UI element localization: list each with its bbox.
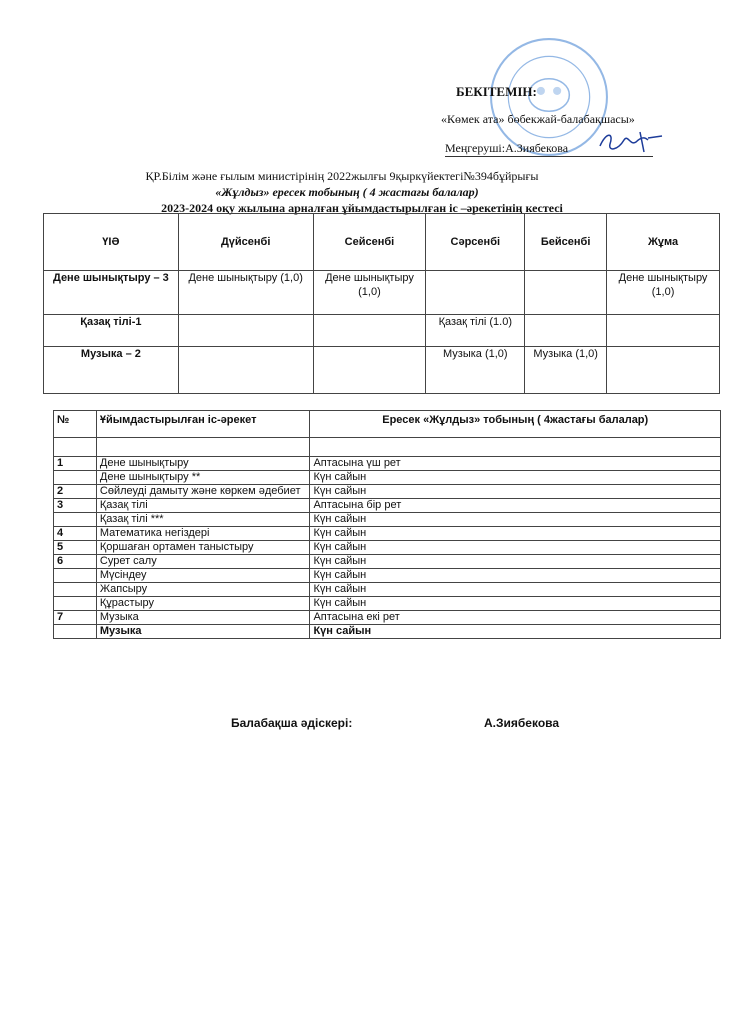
table-cell [54, 583, 97, 597]
table-cell [54, 569, 97, 583]
table-cell: 3 [54, 499, 97, 513]
table-cell: Музыка – 2 [44, 347, 179, 394]
table-row [54, 499, 721, 513]
approval-head: Меңгеруші:А.Зиябекова [445, 141, 653, 157]
table-cell [54, 513, 97, 527]
table-row [54, 625, 721, 639]
column-header: Дүйсенбі [178, 214, 313, 271]
table-cell [607, 347, 720, 394]
table-cell: 6 [54, 555, 97, 569]
table-cell [525, 315, 607, 347]
footer-name: А.Зиябекова [484, 716, 560, 730]
table-row [54, 555, 721, 569]
table-cell: Күн сайын [310, 569, 721, 583]
table-cell [313, 315, 426, 347]
column-header-activity: Ұйымдастырылған іс-әрекет [96, 411, 310, 438]
table-cell: Қазақ тілі [96, 499, 310, 513]
table-cell [310, 438, 721, 457]
blank-row [54, 438, 721, 457]
table-cell: Қазақ тілі (1.0) [426, 315, 525, 347]
table-cell [54, 438, 97, 457]
table-cell: Аптасына үш рет [310, 457, 721, 471]
table-cell: 5 [54, 541, 97, 555]
table-cell [54, 471, 97, 485]
table-cell: 2 [54, 485, 97, 499]
table-row [44, 315, 720, 347]
table-row [54, 583, 721, 597]
table-cell: Музыка [96, 611, 310, 625]
table-row [54, 569, 721, 583]
activities-body [54, 457, 721, 639]
activities-table [53, 410, 721, 639]
table-row [44, 271, 720, 315]
signature [596, 128, 666, 156]
table-cell: Күн сайын [310, 555, 721, 569]
column-header: Жұма [607, 214, 720, 271]
approval-organization: «Көмек ата» бөбекжай-балабақшасы» [441, 112, 635, 126]
column-header: Сейсенбі [313, 214, 426, 271]
table-cell [426, 271, 525, 315]
table-cell: Дене шынықтыру (1,0) [178, 271, 313, 315]
table-row [54, 527, 721, 541]
table-cell: Аптасына екі рет [310, 611, 721, 625]
order-reference: ҚР.Білім және ғылым министірінің 2022жылғы 9қыркүйектегі№394бұйрығы [145, 169, 539, 183]
table-cell: Қазақ тілі-1 [44, 315, 179, 347]
table-cell: Жапсыру [96, 583, 310, 597]
column-header: Сәрсенбі [426, 214, 525, 271]
schedule-title: 2023-2024 оқу жылына арналған ұйымдастырылған іс –әрекетінің кестесі [161, 201, 563, 215]
table-cell: Қоршаған ортамен таныстыру [96, 541, 310, 555]
table-row [54, 541, 721, 555]
table-cell: Күн сайын [310, 625, 721, 639]
table-row [54, 471, 721, 485]
table-cell: Дене шынықтыру (1,0) [313, 271, 426, 315]
table-cell: Күн сайын [310, 527, 721, 541]
table-cell [54, 597, 97, 611]
table-cell: Құрастыру [96, 597, 310, 611]
table-cell [178, 347, 313, 394]
table-cell: Дене шынықтыру [96, 457, 310, 471]
table-cell: Күн сайын [310, 513, 721, 527]
column-header-number: № [54, 411, 97, 438]
table-row [54, 597, 721, 611]
table-cell: Күн сайын [310, 485, 721, 499]
table-cell: Күн сайын [310, 583, 721, 597]
table-cell [54, 625, 97, 639]
table-cell: Сөйлеуді дамыту және көркем әдебиет [96, 485, 310, 499]
table-cell: Сурет салу [96, 555, 310, 569]
table-cell: Күн сайын [310, 471, 721, 485]
table-cell: 1 [54, 457, 97, 471]
table-cell [525, 271, 607, 315]
table-cell: Музыка (1,0) [426, 347, 525, 394]
table-cell: Дене шынықтыру ** [96, 471, 310, 485]
table-cell: Күн сайын [310, 597, 721, 611]
approval-title: БЕКІТЕМІН: [456, 84, 537, 99]
table-cell [96, 438, 310, 457]
table-row [54, 611, 721, 625]
column-header: Бейсенбі [525, 214, 607, 271]
table-cell: Мүсіндеу [96, 569, 310, 583]
table-cell: Математика негіздері [96, 527, 310, 541]
column-header-group: Ересек «Жұлдыз» тобының ( 4жастағы балалар) [310, 411, 721, 438]
table-cell: 7 [54, 611, 97, 625]
table-cell: Музыка [96, 625, 310, 639]
table-cell: Күн сайын [310, 541, 721, 555]
table-cell: Дене шынықтыру (1,0) [607, 271, 720, 315]
table-row [54, 513, 721, 527]
table-cell: 4 [54, 527, 97, 541]
activities-header-row [54, 411, 721, 438]
table-cell: Дене шынықтыру – 3 [44, 271, 179, 315]
footer-role: Балабақша әдіскері: [231, 716, 353, 730]
column-header: ҮІӘ [44, 214, 179, 271]
table-cell: Аптасына бір рет [310, 499, 721, 513]
group-title: «Жұлдыз» ересек тобының ( 4 жастағы балалар) [215, 185, 479, 199]
schedule-table [43, 213, 720, 394]
table-cell [178, 315, 313, 347]
table-cell: Қазақ тілі *** [96, 513, 310, 527]
table-row [44, 347, 720, 394]
table-row [54, 485, 721, 499]
table-cell [313, 347, 426, 394]
schedule-header-row [44, 214, 720, 271]
table-cell: Музыка (1,0) [525, 347, 607, 394]
table-cell [607, 315, 720, 347]
table-row [54, 457, 721, 471]
